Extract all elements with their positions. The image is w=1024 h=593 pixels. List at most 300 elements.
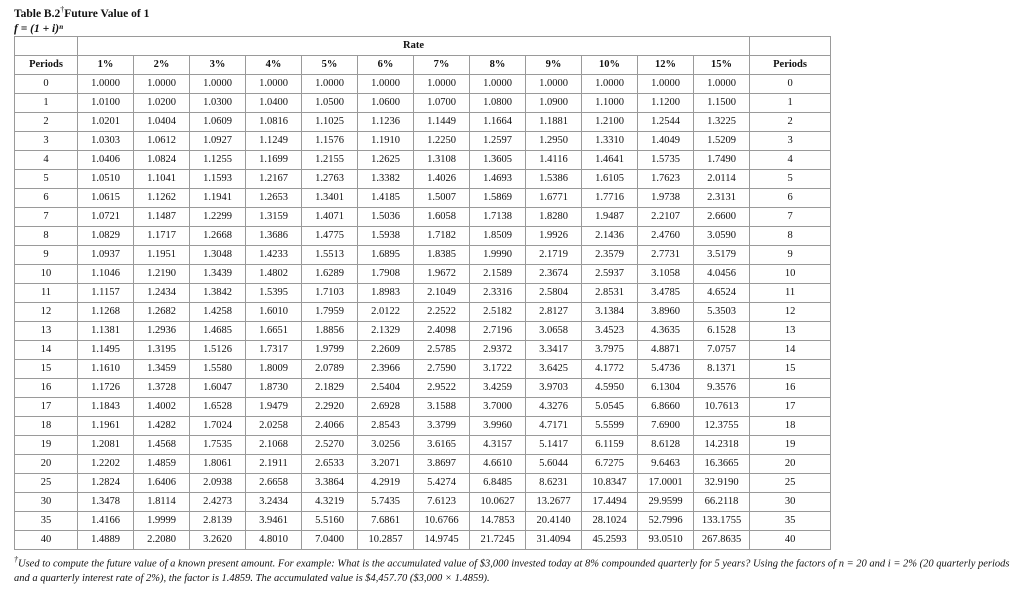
- table-row: [15, 75, 831, 94]
- period-cell-right: 18: [750, 417, 831, 436]
- factor-cell: 6.1528: [694, 322, 750, 341]
- factor-cell: 2.3316: [470, 284, 526, 303]
- factor-cell: 2.2522: [414, 303, 470, 322]
- factor-cell: 1.0609: [190, 113, 246, 132]
- factor-cell: 1.7138: [470, 208, 526, 227]
- factor-cell: 7.6123: [414, 493, 470, 512]
- factor-cell: 3.8960: [638, 303, 694, 322]
- factor-cell: 2.5937: [582, 265, 638, 284]
- factor-cell: 2.1049: [414, 284, 470, 303]
- factor-cell: 6.8660: [638, 398, 694, 417]
- factor-cell: 1.0829: [78, 227, 134, 246]
- period-cell-left: 30: [15, 493, 78, 512]
- factor-cell: 5.7435: [358, 493, 414, 512]
- factor-cell: 1.6010: [246, 303, 302, 322]
- table-row: [15, 208, 831, 227]
- factor-cell: 1.1025: [302, 113, 358, 132]
- period-cell-left: 25: [15, 474, 78, 493]
- factor-cell: 2.1829: [302, 379, 358, 398]
- table-row: [15, 94, 831, 113]
- period-cell-right: 16: [750, 379, 831, 398]
- factor-cell: 1.2950: [526, 132, 582, 151]
- factor-cell: 4.7171: [526, 417, 582, 436]
- factor-cell: 1.8730: [246, 379, 302, 398]
- factor-cell: 2.4760: [638, 227, 694, 246]
- factor-cell: 1.9999: [134, 512, 190, 531]
- factor-cell: 93.0510: [638, 531, 694, 550]
- factor-cell: 1.0000: [470, 75, 526, 94]
- factor-cell: 1.1157: [78, 284, 134, 303]
- factor-cell: 16.3665: [694, 455, 750, 474]
- factor-cell: 1.7959: [302, 303, 358, 322]
- factor-cell: 5.1417: [526, 436, 582, 455]
- period-cell-left: 16: [15, 379, 78, 398]
- period-cell-right: 1: [750, 94, 831, 113]
- factor-cell: 1.0303: [78, 132, 134, 151]
- table-row: [15, 474, 831, 493]
- table-row: [15, 189, 831, 208]
- factor-cell: 1.1268: [78, 303, 134, 322]
- factor-cell: 5.0545: [582, 398, 638, 417]
- factor-cell: 1.0927: [190, 132, 246, 151]
- factor-cell: 9.6463: [638, 455, 694, 474]
- rate-column-header: 7%: [414, 56, 470, 75]
- factor-cell: 3.9461: [246, 512, 302, 531]
- factor-cell: 2.1911: [246, 455, 302, 474]
- factor-cell: 3.4785: [638, 284, 694, 303]
- factor-cell: 1.1717: [134, 227, 190, 246]
- factor-cell: 2.0114: [694, 170, 750, 189]
- factor-cell: 1.6528: [190, 398, 246, 417]
- period-cell-right: 14: [750, 341, 831, 360]
- period-cell-right: 7: [750, 208, 831, 227]
- factor-cell: 1.1487: [134, 208, 190, 227]
- factor-cell: 1.4568: [134, 436, 190, 455]
- factor-cell: 1.0500: [302, 94, 358, 113]
- period-cell-left: 11: [15, 284, 78, 303]
- factor-cell: 2.1589: [470, 265, 526, 284]
- factor-cell: 1.2763: [302, 170, 358, 189]
- factor-cell: 1.8385: [414, 246, 470, 265]
- factor-cell: 1.5869: [470, 189, 526, 208]
- factor-cell: 45.2593: [582, 531, 638, 550]
- factor-cell: 2.6658: [246, 474, 302, 493]
- factor-cell: 1.1593: [190, 170, 246, 189]
- factor-cell: 1.9487: [582, 208, 638, 227]
- factor-cell: 1.1881: [526, 113, 582, 132]
- factor-cell: 6.8485: [470, 474, 526, 493]
- factor-cell: 2.3579: [582, 246, 638, 265]
- factor-cell: 2.2609: [358, 341, 414, 360]
- factor-cell: 1.9926: [526, 227, 582, 246]
- factor-cell: 1.0510: [78, 170, 134, 189]
- factor-cell: 1.4775: [302, 227, 358, 246]
- factor-cell: 1.4258: [190, 303, 246, 322]
- factor-cell: 1.1910: [358, 132, 414, 151]
- table-row: [15, 246, 831, 265]
- factor-cell: 2.6533: [302, 455, 358, 474]
- rate-column-header: 8%: [470, 56, 526, 75]
- factor-cell: 2.3674: [526, 265, 582, 284]
- period-cell-left: 4: [15, 151, 78, 170]
- factor-cell: 10.6766: [414, 512, 470, 531]
- period-cell-left: 7: [15, 208, 78, 227]
- factor-cell: 267.8635: [694, 531, 750, 550]
- table-row: [15, 341, 831, 360]
- footnote-dagger: †: [14, 555, 18, 564]
- factor-cell: 1.0900: [526, 94, 582, 113]
- factor-cell: 2.6600: [694, 208, 750, 227]
- factor-cell: 1.1951: [134, 246, 190, 265]
- factor-cell: 10.8347: [582, 474, 638, 493]
- factor-cell: 1.1699: [246, 151, 302, 170]
- period-cell-left: 9: [15, 246, 78, 265]
- factor-cell: 1.9672: [414, 265, 470, 284]
- factor-cell: 1.4859: [134, 455, 190, 474]
- factor-cell: 3.8697: [414, 455, 470, 474]
- factor-cell: 1.4693: [470, 170, 526, 189]
- period-cell-right: 10: [750, 265, 831, 284]
- factor-cell: 1.9479: [246, 398, 302, 417]
- factor-cell: 1.3310: [582, 132, 638, 151]
- table-name: Future Value of 1: [64, 7, 150, 20]
- factor-cell: 1.4282: [134, 417, 190, 436]
- factor-cell: 1.2081: [78, 436, 134, 455]
- factor-cell: 2.5182: [470, 303, 526, 322]
- factor-cell: 1.2668: [190, 227, 246, 246]
- factor-cell: 1.0721: [78, 208, 134, 227]
- factor-cell: 3.4523: [582, 322, 638, 341]
- factor-cell: 7.6900: [638, 417, 694, 436]
- factor-cell: 1.0000: [358, 75, 414, 94]
- factor-cell: 1.0200: [134, 94, 190, 113]
- factor-cell: 2.4098: [414, 322, 470, 341]
- table-row: [15, 227, 831, 246]
- factor-cell: 29.9599: [638, 493, 694, 512]
- factor-cell: 4.0456: [694, 265, 750, 284]
- factor-cell: 1.8114: [134, 493, 190, 512]
- factor-cell: 1.2625: [358, 151, 414, 170]
- factor-cell: 13.2677: [526, 493, 582, 512]
- factor-cell: 1.2597: [470, 132, 526, 151]
- factor-cell: 1.9738: [638, 189, 694, 208]
- table-row: [15, 436, 831, 455]
- period-cell-left: 5: [15, 170, 78, 189]
- footnote-text: Used to compute the future value of a known present amount. For example: What is the accumulated value of $3,000 invested today at 8% compounded quarterly for 5 years? Using the factors of n = 20 and i = 2% (20 quarterly periods and a quarterly interest rate of 2%), the factor is 1.4859. The accumulated value is $4,457.70 ($3,000 × 1.4859).: [14, 558, 1010, 584]
- factor-cell: 1.1249: [246, 132, 302, 151]
- period-cell-right: 15: [750, 360, 831, 379]
- factor-cell: 5.4274: [414, 474, 470, 493]
- factor-cell: 1.0800: [470, 94, 526, 113]
- factor-cell: 2.7196: [470, 322, 526, 341]
- factor-cell: 1.1576: [302, 132, 358, 151]
- factor-cell: 2.5785: [414, 341, 470, 360]
- factor-cell: 1.0400: [246, 94, 302, 113]
- factor-cell: 1.4641: [582, 151, 638, 170]
- factor-cell: 1.4685: [190, 322, 246, 341]
- factor-cell: 3.2071: [358, 455, 414, 474]
- factor-cell: 3.2434: [246, 493, 302, 512]
- factor-cell: 14.7853: [470, 512, 526, 531]
- factor-cell: 5.6044: [526, 455, 582, 474]
- factor-cell: 2.2107: [638, 208, 694, 227]
- factor-cell: 8.6231: [526, 474, 582, 493]
- factor-cell: 1.0000: [302, 75, 358, 94]
- factor-cell: 1.0300: [190, 94, 246, 113]
- factor-cell: 3.0590: [694, 227, 750, 246]
- rate-column-header: 6%: [358, 56, 414, 75]
- rate-column-header: 2%: [134, 56, 190, 75]
- table-row: [15, 379, 831, 398]
- periods-header-right: Periods: [750, 56, 831, 75]
- factor-cell: 20.4140: [526, 512, 582, 531]
- factor-cell: 3.1058: [638, 265, 694, 284]
- table-row: [15, 284, 831, 303]
- factor-cell: 1.4071: [302, 208, 358, 227]
- period-cell-right: 12: [750, 303, 831, 322]
- factor-cell: 1.7024: [190, 417, 246, 436]
- period-cell-right: 3: [750, 132, 831, 151]
- factor-cell: 8.6128: [638, 436, 694, 455]
- factor-cell: 3.1588: [414, 398, 470, 417]
- table-row: [15, 170, 831, 189]
- factor-cell: 1.1610: [78, 360, 134, 379]
- rate-column-header: 12%: [638, 56, 694, 75]
- factor-cell: 1.1236: [358, 113, 414, 132]
- table-row: [15, 265, 831, 284]
- rate-header: Rate: [78, 37, 750, 56]
- rate-header-row: [15, 37, 831, 56]
- factor-cell: 1.4049: [638, 132, 694, 151]
- factor-cell: 1.1726: [78, 379, 134, 398]
- period-cell-right: 9: [750, 246, 831, 265]
- factor-cell: 2.1719: [526, 246, 582, 265]
- period-cell-left: 13: [15, 322, 78, 341]
- factor-cell: 1.1255: [190, 151, 246, 170]
- factor-cell: 2.8127: [526, 303, 582, 322]
- period-cell-left: 3: [15, 132, 78, 151]
- factor-cell: 2.9372: [470, 341, 526, 360]
- factor-cell: 1.1941: [190, 189, 246, 208]
- factor-cell: 1.5209: [694, 132, 750, 151]
- period-cell-left: 8: [15, 227, 78, 246]
- period-cell-left: 6: [15, 189, 78, 208]
- factor-cell: 1.5513: [302, 246, 358, 265]
- factor-cell: 2.1436: [582, 227, 638, 246]
- factor-cell: 1.0615: [78, 189, 134, 208]
- factor-cell: 17.4494: [582, 493, 638, 512]
- factor-cell: 3.6165: [414, 436, 470, 455]
- factor-cell: 3.1384: [582, 303, 638, 322]
- factor-cell: 1.2434: [134, 284, 190, 303]
- factor-cell: 21.7245: [470, 531, 526, 550]
- factor-cell: 4.3157: [470, 436, 526, 455]
- period-cell-right: 8: [750, 227, 831, 246]
- rate-column-header: 9%: [526, 56, 582, 75]
- factor-cell: 1.2682: [134, 303, 190, 322]
- factor-cell: 1.0406: [78, 151, 134, 170]
- factor-cell: 2.8543: [358, 417, 414, 436]
- factor-cell: 2.4066: [302, 417, 358, 436]
- factor-cell: 2.0938: [190, 474, 246, 493]
- factor-cell: 1.2824: [78, 474, 134, 493]
- factor-cell: 2.8139: [190, 512, 246, 531]
- factor-cell: 1.3459: [134, 360, 190, 379]
- period-cell-left: 19: [15, 436, 78, 455]
- factor-cell: 5.5160: [302, 512, 358, 531]
- factor-cell: 1.7535: [190, 436, 246, 455]
- factor-cell: 1.0000: [582, 75, 638, 94]
- factor-cell: 1.8983: [358, 284, 414, 303]
- factor-cell: 3.2620: [190, 531, 246, 550]
- factor-cell: 28.1024: [582, 512, 638, 531]
- factor-cell: 1.1262: [134, 189, 190, 208]
- factor-cell: 14.2318: [694, 436, 750, 455]
- factor-cell: 1.3048: [190, 246, 246, 265]
- factor-cell: 1.6651: [246, 322, 302, 341]
- period-cell-left: 20: [15, 455, 78, 474]
- factor-cell: 3.1722: [470, 360, 526, 379]
- factor-cell: 5.5599: [582, 417, 638, 436]
- period-cell-right: 11: [750, 284, 831, 303]
- factor-cell: 1.6058: [414, 208, 470, 227]
- factor-cell: 4.3635: [638, 322, 694, 341]
- period-cell-right: 13: [750, 322, 831, 341]
- factor-cell: 1.6771: [526, 189, 582, 208]
- factor-cell: 1.0000: [638, 75, 694, 94]
- factor-cell: 1.3401: [302, 189, 358, 208]
- factor-cell: 2.5804: [526, 284, 582, 303]
- period-cell-right: 17: [750, 398, 831, 417]
- factor-cell: 1.2155: [302, 151, 358, 170]
- factor-cell: 1.8509: [470, 227, 526, 246]
- factor-cell: 1.0612: [134, 132, 190, 151]
- factor-cell: 1.8280: [526, 208, 582, 227]
- factor-cell: 2.1329: [358, 322, 414, 341]
- title-dagger: †: [60, 5, 65, 14]
- factor-cell: 1.0824: [134, 151, 190, 170]
- factor-cell: 5.4736: [638, 360, 694, 379]
- table-label: Table B.2: [14, 7, 61, 20]
- factor-cell: 2.2920: [302, 398, 358, 417]
- rate-column-header: 5%: [302, 56, 358, 75]
- factor-cell: 3.4259: [470, 379, 526, 398]
- factor-cell: 2.0122: [358, 303, 414, 322]
- factor-cell: 4.2919: [358, 474, 414, 493]
- factor-cell: 2.0258: [246, 417, 302, 436]
- period-cell-left: 0: [15, 75, 78, 94]
- blank-corner-left: [15, 37, 78, 56]
- title-block: [14, 2, 149, 37]
- factor-cell: 3.6425: [526, 360, 582, 379]
- factor-cell: 1.3159: [246, 208, 302, 227]
- factor-cell: 2.6928: [358, 398, 414, 417]
- factor-cell: 1.0404: [134, 113, 190, 132]
- factor-cell: 1.2202: [78, 455, 134, 474]
- factor-cell: 1.2250: [414, 132, 470, 151]
- factor-cell: 2.9522: [414, 379, 470, 398]
- factor-cell: 5.3503: [694, 303, 750, 322]
- factor-cell: 1.0000: [134, 75, 190, 94]
- factor-cell: 10.2857: [358, 531, 414, 550]
- factor-cell: 2.0789: [302, 360, 358, 379]
- factor-cell: 1.3478: [78, 493, 134, 512]
- factor-cell: 7.0757: [694, 341, 750, 360]
- table-row: [15, 360, 831, 379]
- factor-cell: 3.0256: [358, 436, 414, 455]
- factor-cell: 2.3131: [694, 189, 750, 208]
- factor-cell: 1.9799: [302, 341, 358, 360]
- factor-cell: 1.1961: [78, 417, 134, 436]
- factor-cell: 1.3382: [358, 170, 414, 189]
- factor-cell: 66.2118: [694, 493, 750, 512]
- factor-cell: 1.2299: [190, 208, 246, 227]
- factor-cell: 1.7317: [246, 341, 302, 360]
- factor-cell: 1.2653: [246, 189, 302, 208]
- factor-cell: 1.1495: [78, 341, 134, 360]
- factor-cell: 1.1500: [694, 94, 750, 113]
- factor-cell: 1.7716: [582, 189, 638, 208]
- period-cell-left: 15: [15, 360, 78, 379]
- factor-cell: 2.5270: [302, 436, 358, 455]
- table-row: [15, 512, 831, 531]
- factor-cell: 8.1371: [694, 360, 750, 379]
- period-cell-left: 35: [15, 512, 78, 531]
- period-cell-left: 17: [15, 398, 78, 417]
- periods-header-left: Periods: [15, 56, 78, 75]
- factor-cell: 2.1068: [246, 436, 302, 455]
- table-row: [15, 493, 831, 512]
- factor-cell: 2.3966: [358, 360, 414, 379]
- factor-cell: 14.9745: [414, 531, 470, 550]
- period-cell-left: 2: [15, 113, 78, 132]
- rate-column-header: 1%: [78, 56, 134, 75]
- factor-cell: 6.1304: [638, 379, 694, 398]
- period-cell-left: 10: [15, 265, 78, 284]
- factor-cell: 1.0000: [190, 75, 246, 94]
- factor-cell: 3.3799: [414, 417, 470, 436]
- factor-cell: 3.9960: [470, 417, 526, 436]
- table-row: [15, 417, 831, 436]
- factor-cell: 1.7908: [358, 265, 414, 284]
- period-cell-left: 18: [15, 417, 78, 436]
- factor-cell: 1.5126: [190, 341, 246, 360]
- column-header-row: [15, 56, 831, 75]
- factor-cell: 52.7996: [638, 512, 694, 531]
- factor-cell: 1.2100: [582, 113, 638, 132]
- factor-cell: 3.9703: [526, 379, 582, 398]
- factor-cell: 1.0000: [414, 75, 470, 94]
- factor-cell: 1.8856: [302, 322, 358, 341]
- table-body: [15, 75, 831, 550]
- future-value-table: [14, 36, 831, 550]
- period-cell-right: 5: [750, 170, 831, 189]
- factor-cell: 2.8531: [582, 284, 638, 303]
- factor-cell: 1.6047: [190, 379, 246, 398]
- period-cell-right: 2: [750, 113, 831, 132]
- rate-column-header: 3%: [190, 56, 246, 75]
- factor-cell: 4.3219: [302, 493, 358, 512]
- factor-cell: 1.4166: [78, 512, 134, 531]
- factor-cell: 6.1159: [582, 436, 638, 455]
- factor-cell: 1.3225: [694, 113, 750, 132]
- factor-cell: 1.3842: [190, 284, 246, 303]
- factor-cell: 2.7731: [638, 246, 694, 265]
- factor-cell: 1.5395: [246, 284, 302, 303]
- table-row: [15, 303, 831, 322]
- rate-column-header: 10%: [582, 56, 638, 75]
- factor-cell: 3.7975: [582, 341, 638, 360]
